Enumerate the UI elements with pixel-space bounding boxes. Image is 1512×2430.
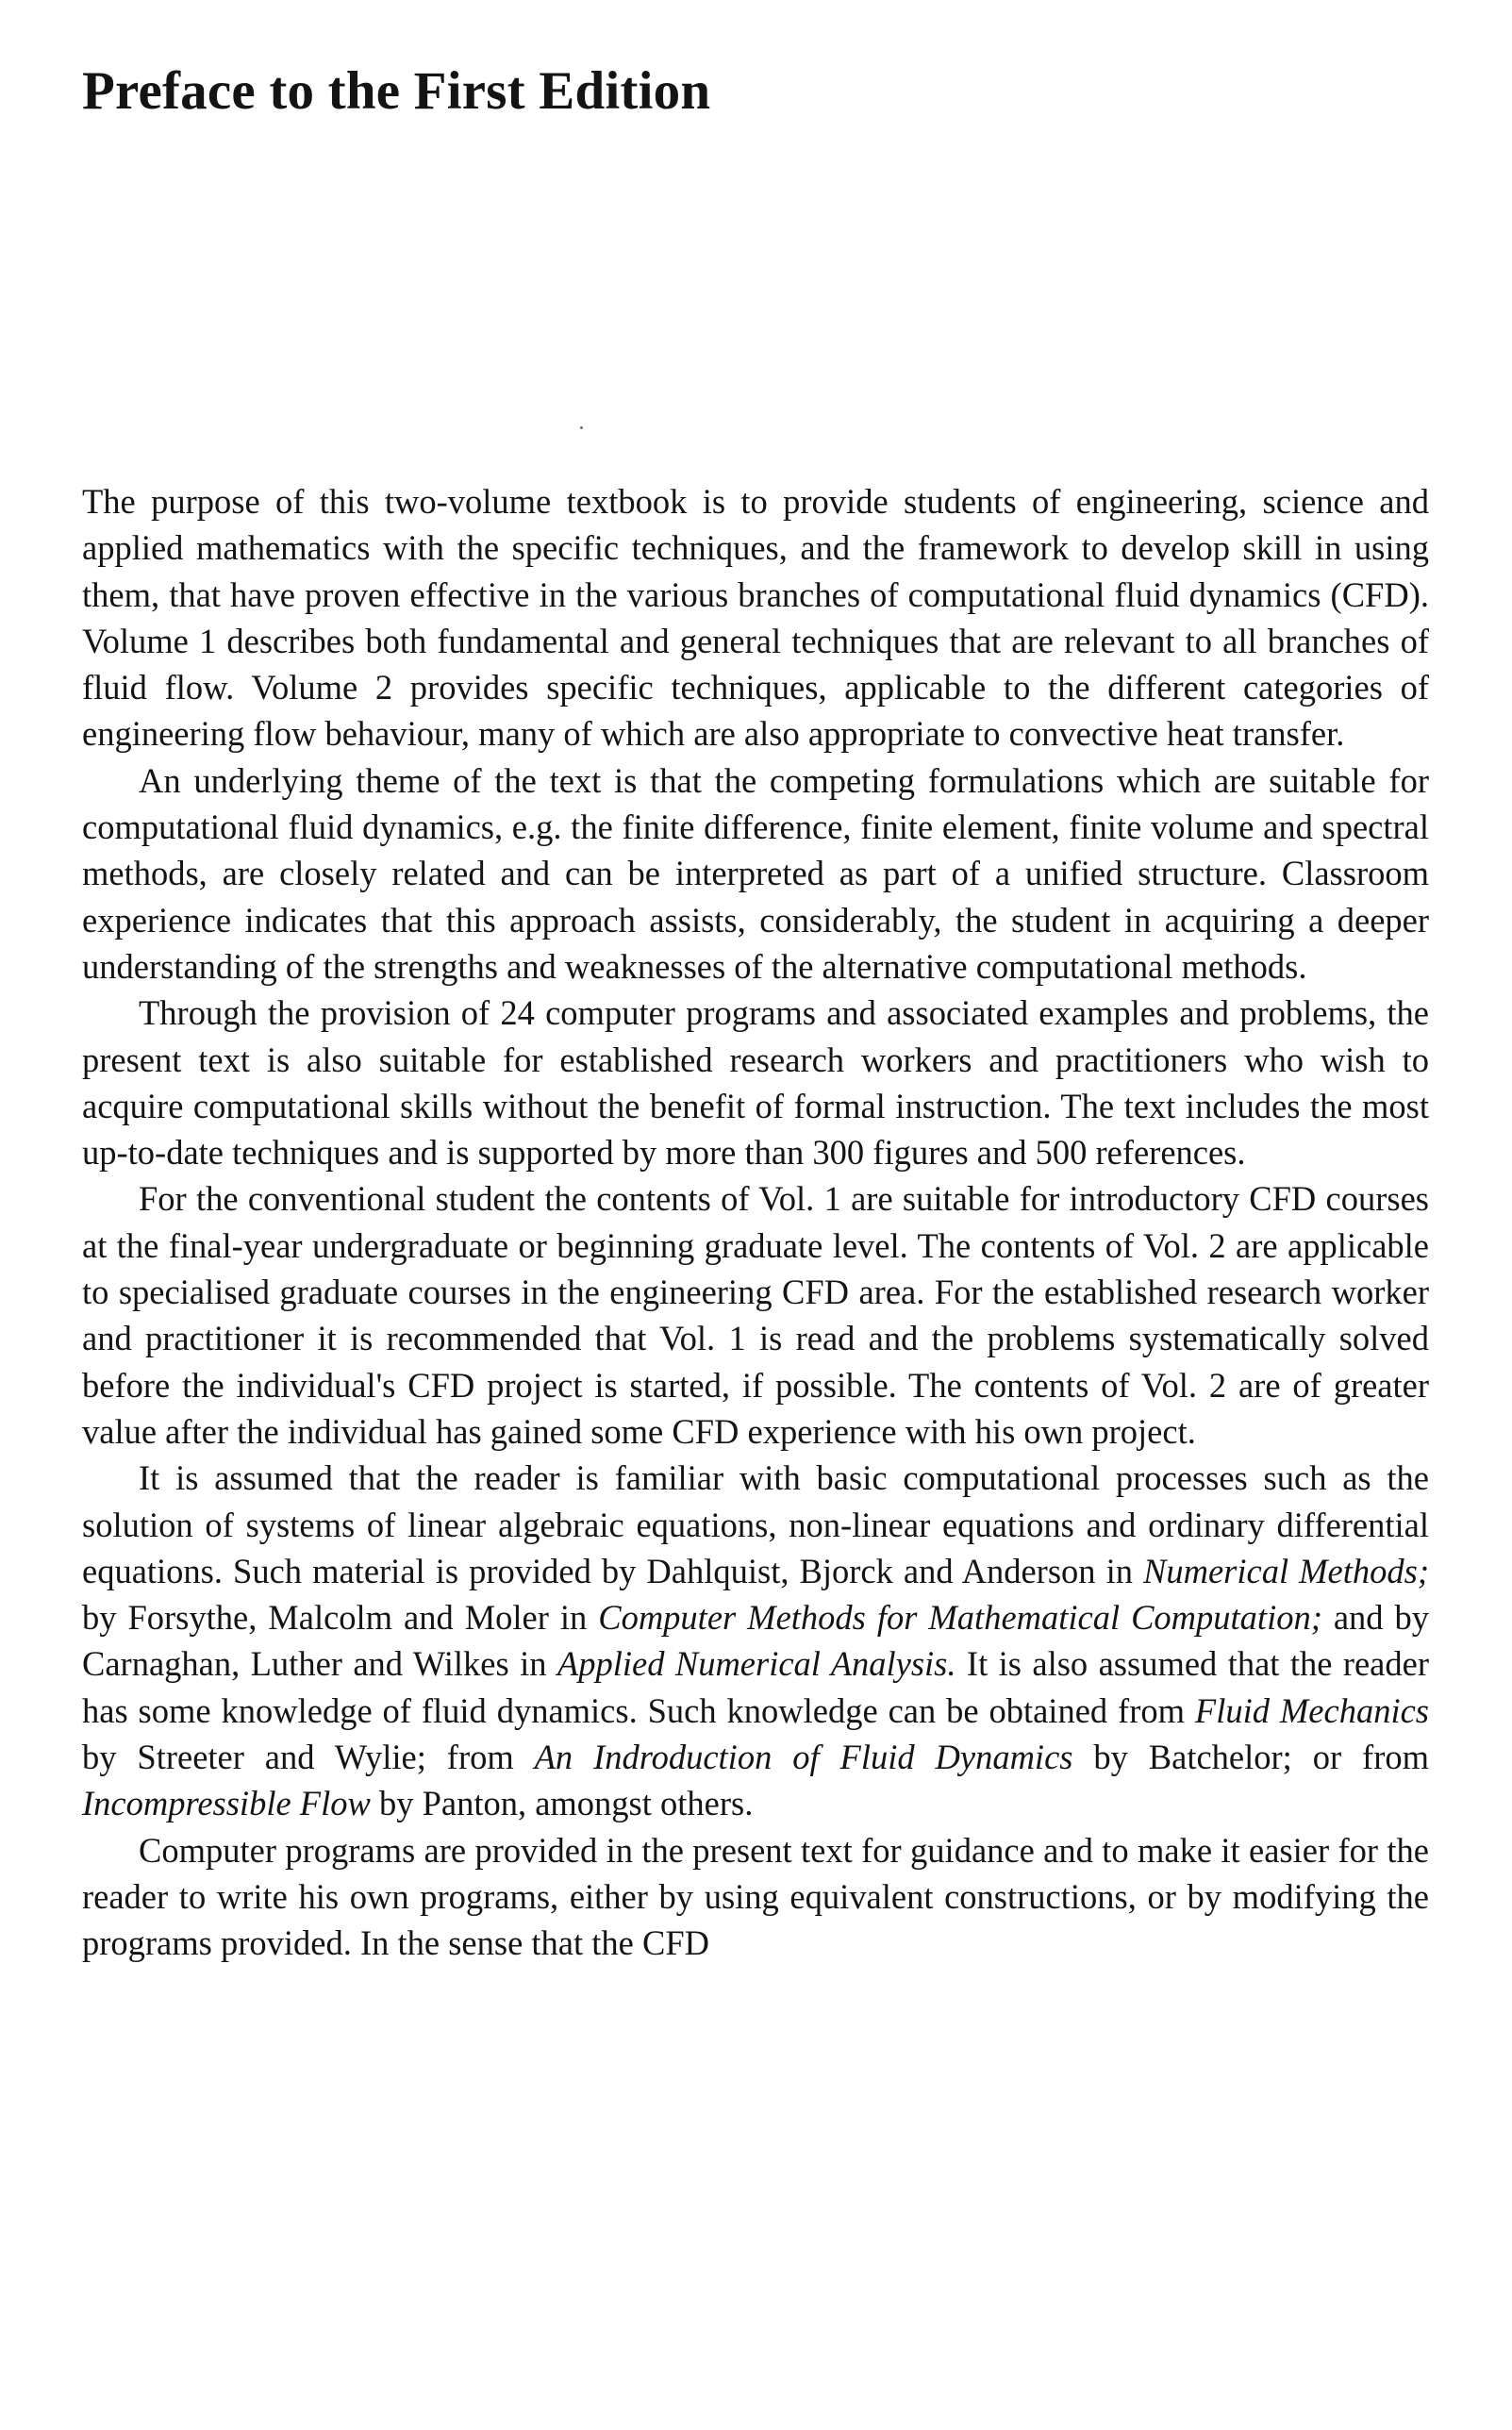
paragraph-text: Computer programs are provided in the present text for guidance and to make it easier for the reader to write his own programs, either by using equivalent constructions, or by modifying the programs provided. In the sense that the CFD bbox=[82, 1830, 1429, 1963]
paragraph-text: It is assumed that the reader is familiar with basic computational processes such as the solution of systems of linear algebraic equations, non-linear equations and ordinary differential equations. Such material is provided by Dahlquist, Bjorck and Anderson in bbox=[82, 1458, 1429, 1590]
book-title-citation: Fluid Mechanics bbox=[1194, 1690, 1430, 1730]
preface-body bbox=[82, 478, 1429, 1967]
preface-paragraph bbox=[82, 478, 1429, 757]
paragraph-text: Through the provision of 24 computer programs and associated examples and problems, the present text is also suitable for established research workers and practitioners who wish to acquire computational skills without the benefit of formal instruction. The text includes the most up-to-date techniques and is supported by more than 300 figures and 500 references. bbox=[82, 993, 1429, 1173]
paragraph-text: by Forsythe, Malcolm and Moler in bbox=[82, 1598, 599, 1638]
paragraph-text: by Streeter and Wylie; from bbox=[82, 1738, 535, 1777]
paragraph-text: and by Carnaghan, Luther and Wilkes in bbox=[82, 1598, 1429, 1684]
page-title: Preface to the First Edition bbox=[82, 61, 711, 121]
preface-paragraph bbox=[82, 757, 1429, 990]
book-title-citation: Numerical Methods; bbox=[1143, 1551, 1430, 1590]
paragraph-text: The purpose of this two-volume textbook is to provide students of engineering, science and applied mathematics with the specific techniques, and the framework to develop skill in using them, that have proven effective in the various branches of computational fluid dynamics (CFD). Volume 1 describes both fundamental and general techniques that are relevant to all branches of fluid flow. Volume 2 provides specific techniques, applicable to the different categories of engineering flow behaviour, many of which are also appropriate to convective heat transfer. bbox=[82, 482, 1429, 754]
paragraph-text: It is also assumed that the reader has some knowledge of fluid dynamics. Such knowledge can be obtained from bbox=[82, 1644, 1429, 1730]
print-speck bbox=[580, 426, 583, 429]
paragraph-text: by Panton, amongst others. bbox=[370, 1784, 754, 1823]
paragraph-text: by Batchelor; or from bbox=[1072, 1738, 1429, 1777]
preface-paragraph bbox=[82, 1455, 1429, 1826]
paragraph-text: An underlying theme of the text is that the competing formulations which are suitable for computational fluid dynamics, e.g. the finite difference, finite element, finite volume and spectral methods, are closely related and can be interpreted as part of a unified structure. Classroom experience indicates that this approach assists, considerably, the student in acquiring a deeper understanding of the strengths and weaknesses of the alternative computational methods. bbox=[82, 760, 1429, 986]
preface-paragraph bbox=[82, 990, 1429, 1175]
book-title-citation: Incompressible Flow bbox=[82, 1784, 371, 1823]
book-title-citation: An Indroduction of Fluid Dynamics bbox=[534, 1738, 1073, 1777]
preface-paragraph bbox=[82, 1827, 1429, 1967]
book-title-citation: Computer Methods for Mathematical Computation; bbox=[598, 1598, 1322, 1638]
paragraph-text: For the conventional student the contents of Vol. 1 are suitable for introductory CFD courses at the final-year undergraduate or beginning graduate level. The contents of Vol. 2 are applicable to specialised graduate courses in the engineering CFD area. For the established research worker and practitioner it is recommended that Vol. 1 is read and the problems systematically solved before the individual's CFD project is started, if possible. The contents of Vol. 2 are of greater value after the individual has gained some CFD experience with his own project. bbox=[82, 1179, 1429, 1451]
preface-paragraph bbox=[82, 1175, 1429, 1455]
book-title-citation: Applied Numerical Analysis. bbox=[557, 1644, 956, 1684]
